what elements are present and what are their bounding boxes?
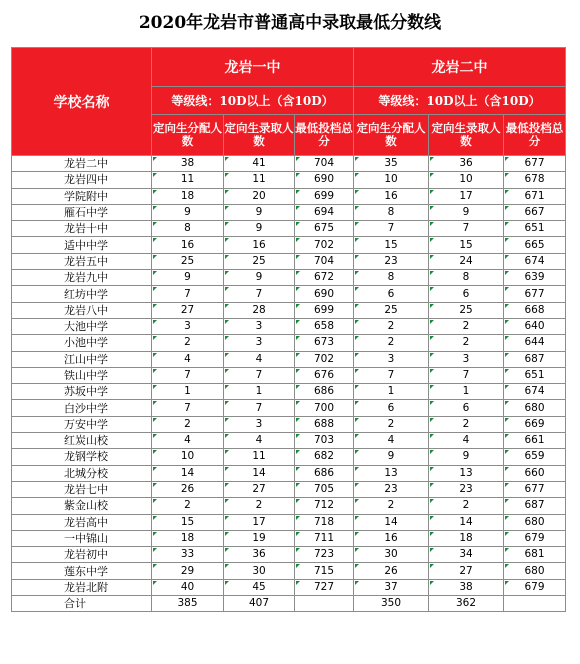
value-cell: 715 — [295, 563, 354, 579]
school-name-cell: 红炭山校 — [12, 433, 152, 449]
value-cell: 667 — [504, 204, 566, 220]
table-row — [12, 172, 566, 188]
value-cell: 704 — [295, 253, 354, 269]
value-cell: 362 — [429, 596, 504, 612]
value-cell: 10 — [152, 449, 224, 465]
value-cell: 9 — [152, 204, 224, 220]
value-cell: 690 — [295, 172, 354, 188]
value-cell: 2 — [152, 335, 224, 351]
school-name-cell: 铁山中学 — [12, 367, 152, 383]
table-row — [12, 253, 566, 269]
value-cell: 686 — [295, 384, 354, 400]
value-cell: 702 — [295, 237, 354, 253]
value-cell: 688 — [295, 416, 354, 432]
value-cell: 30 — [354, 547, 429, 563]
value-cell: 7 — [429, 367, 504, 383]
value-cell: 23 — [429, 481, 504, 497]
table-row — [12, 384, 566, 400]
value-cell: 671 — [504, 188, 566, 204]
value-cell: 18 — [152, 530, 224, 546]
table-row — [12, 237, 566, 253]
value-cell: 18 — [152, 188, 224, 204]
value-cell: 2 — [224, 498, 295, 514]
value-cell: 2 — [152, 498, 224, 514]
school-name-cell: 小池中学 — [12, 335, 152, 351]
table-row — [12, 579, 566, 595]
value-cell: 29 — [152, 563, 224, 579]
value-cell: 639 — [504, 270, 566, 286]
value-cell: 17 — [224, 514, 295, 530]
value-cell: 16 — [152, 237, 224, 253]
school-name-cell: 苏坂中学 — [12, 384, 152, 400]
table-row — [12, 481, 566, 497]
value-cell: 727 — [295, 579, 354, 595]
total-row — [12, 596, 566, 612]
table-row — [12, 433, 566, 449]
value-cell: 694 — [295, 204, 354, 220]
value-cell: 4 — [224, 351, 295, 367]
value-cell: 15 — [354, 237, 429, 253]
value-cell: 16 — [224, 237, 295, 253]
school-name-cell: 龙岩二中 — [12, 156, 152, 172]
table-row — [12, 270, 566, 286]
table-row — [12, 286, 566, 302]
school-name-cell: 龙岩北附 — [12, 579, 152, 595]
value-cell: 2 — [354, 318, 429, 334]
value-cell: 674 — [504, 253, 566, 269]
value-cell: 7 — [429, 221, 504, 237]
column-header: 定向生分配人数 — [354, 115, 429, 156]
value-cell: 2 — [152, 416, 224, 432]
value-cell: 2 — [429, 498, 504, 514]
value-cell: 680 — [504, 400, 566, 416]
school-name-cell: 红坊中学 — [12, 286, 152, 302]
column-header: 定向生录取人数 — [224, 115, 295, 156]
value-cell: 9 — [224, 204, 295, 220]
table-row — [12, 547, 566, 563]
school-name-cell: 万安中学 — [12, 416, 152, 432]
value-cell: 644 — [504, 335, 566, 351]
value-cell: 6 — [354, 400, 429, 416]
value-cell: 680 — [504, 514, 566, 530]
value-cell: 687 — [504, 351, 566, 367]
value-cell: 2 — [354, 335, 429, 351]
value-cell: 19 — [224, 530, 295, 546]
school-name-cell: 学院附中 — [12, 188, 152, 204]
value-cell: 658 — [295, 318, 354, 334]
value-cell: 669 — [504, 416, 566, 432]
group-header-longyan-2: 龙岩二中 — [354, 48, 566, 87]
school-name-cell: 大池中学 — [12, 318, 152, 334]
value-cell: 4 — [152, 351, 224, 367]
table-row — [12, 302, 566, 318]
value-cell: 14 — [224, 465, 295, 481]
table-row — [12, 318, 566, 334]
value-cell: 28 — [224, 302, 295, 318]
school-name-cell: 莲东中学 — [12, 563, 152, 579]
table-row — [12, 465, 566, 481]
value-cell: 651 — [504, 221, 566, 237]
value-cell: 2 — [354, 498, 429, 514]
value-cell: 704 — [295, 156, 354, 172]
table-header — [12, 48, 566, 156]
value-cell: 699 — [295, 188, 354, 204]
value-cell: 7 — [354, 221, 429, 237]
table-row — [12, 351, 566, 367]
value-cell: 6 — [354, 286, 429, 302]
table-row — [12, 530, 566, 546]
value-cell: 1 — [429, 384, 504, 400]
school-name-cell: 一中锦山 — [12, 530, 152, 546]
value-cell: 9 — [152, 270, 224, 286]
value-cell: 677 — [504, 286, 566, 302]
school-name-cell: 龙岩七中 — [12, 481, 152, 497]
value-cell: 678 — [504, 172, 566, 188]
value-cell: 11 — [152, 172, 224, 188]
table-row — [12, 367, 566, 383]
value-cell: 25 — [354, 302, 429, 318]
school-name-cell: 龙岩四中 — [12, 172, 152, 188]
value-cell: 26 — [354, 563, 429, 579]
value-cell: 407 — [224, 596, 295, 612]
table-row — [12, 449, 566, 465]
value-cell: 23 — [354, 481, 429, 497]
value-cell: 38 — [152, 156, 224, 172]
table-body — [12, 156, 566, 612]
value-cell: 680 — [504, 563, 566, 579]
value-cell: 36 — [429, 156, 504, 172]
value-cell: 14 — [152, 465, 224, 481]
value-cell: 3 — [354, 351, 429, 367]
table-row — [12, 400, 566, 416]
table-row — [12, 335, 566, 351]
value-cell: 690 — [295, 286, 354, 302]
value-cell: 20 — [224, 188, 295, 204]
value-cell: 23 — [354, 253, 429, 269]
value-cell: 9 — [224, 270, 295, 286]
value-cell: 9 — [224, 221, 295, 237]
value-cell: 8 — [429, 270, 504, 286]
value-cell: 681 — [504, 547, 566, 563]
school-name-cell: 龙岩初中 — [12, 547, 152, 563]
value-cell: 8 — [152, 221, 224, 237]
value-cell: 17 — [429, 188, 504, 204]
table-row — [12, 498, 566, 514]
value-cell: 711 — [295, 530, 354, 546]
grade-line-2: 等级线：10D以上（含10D） — [354, 87, 566, 115]
value-cell: 712 — [295, 498, 354, 514]
school-name-cell: 北城分校 — [12, 465, 152, 481]
column-header: 定向生分配人数 — [152, 115, 224, 156]
value-cell: 679 — [504, 579, 566, 595]
value-cell: 703 — [295, 433, 354, 449]
value-cell: 1 — [224, 384, 295, 400]
value-cell: 640 — [504, 318, 566, 334]
value-cell — [295, 596, 354, 612]
school-name-cell: 白沙中学 — [12, 400, 152, 416]
table-row — [12, 188, 566, 204]
column-header: 最低投档总分 — [295, 115, 354, 156]
value-cell: 4 — [224, 433, 295, 449]
school-column-header: 学校名称 — [12, 48, 152, 156]
value-cell — [504, 596, 566, 612]
value-cell: 4 — [354, 433, 429, 449]
value-cell: 37 — [354, 579, 429, 595]
value-cell: 3 — [224, 335, 295, 351]
value-cell: 16 — [354, 530, 429, 546]
grade-line-1: 等级线：10D以上（含10D） — [152, 87, 354, 115]
value-cell: 700 — [295, 400, 354, 416]
value-cell: 25 — [429, 302, 504, 318]
value-cell: 45 — [224, 579, 295, 595]
value-cell: 682 — [295, 449, 354, 465]
value-cell: 3 — [429, 351, 504, 367]
value-cell: 10 — [354, 172, 429, 188]
value-cell: 11 — [224, 449, 295, 465]
table-row — [12, 156, 566, 172]
table-row — [12, 416, 566, 432]
value-cell: 6 — [429, 286, 504, 302]
school-name-cell: 适中中学 — [12, 237, 152, 253]
admission-table — [11, 47, 566, 612]
value-cell: 25 — [152, 253, 224, 269]
value-cell: 660 — [504, 465, 566, 481]
school-name-cell: 龙岩五中 — [12, 253, 152, 269]
value-cell: 33 — [152, 547, 224, 563]
value-cell: 16 — [354, 188, 429, 204]
value-cell: 350 — [354, 596, 429, 612]
value-cell: 385 — [152, 596, 224, 612]
school-name-cell: 龙岩高中 — [12, 514, 152, 530]
value-cell: 702 — [295, 351, 354, 367]
value-cell: 699 — [295, 302, 354, 318]
value-cell: 1 — [354, 384, 429, 400]
total-label: 合计 — [12, 596, 152, 612]
value-cell: 34 — [429, 547, 504, 563]
value-cell: 665 — [504, 237, 566, 253]
value-cell: 7 — [224, 400, 295, 416]
table-row — [12, 563, 566, 579]
school-name-cell: 龙岩八中 — [12, 302, 152, 318]
value-cell: 24 — [429, 253, 504, 269]
value-cell: 677 — [504, 481, 566, 497]
value-cell: 9 — [429, 204, 504, 220]
school-name-cell: 江山中学 — [12, 351, 152, 367]
school-name-cell: 紫金山校 — [12, 498, 152, 514]
value-cell: 27 — [152, 302, 224, 318]
value-cell: 36 — [224, 547, 295, 563]
value-cell: 2 — [429, 335, 504, 351]
value-cell: 10 — [429, 172, 504, 188]
value-cell: 8 — [354, 204, 429, 220]
value-cell: 1 — [152, 384, 224, 400]
value-cell: 30 — [224, 563, 295, 579]
value-cell: 26 — [152, 481, 224, 497]
value-cell: 15 — [429, 237, 504, 253]
group-header-longyan-1: 龙岩一中 — [152, 48, 354, 87]
value-cell: 4 — [429, 433, 504, 449]
value-cell: 25 — [224, 253, 295, 269]
value-cell: 2 — [429, 318, 504, 334]
value-cell: 679 — [504, 530, 566, 546]
value-cell: 27 — [224, 481, 295, 497]
value-cell: 7 — [152, 400, 224, 416]
value-cell: 659 — [504, 449, 566, 465]
value-cell: 7 — [224, 286, 295, 302]
value-cell: 676 — [295, 367, 354, 383]
value-cell: 3 — [224, 416, 295, 432]
table-row — [12, 221, 566, 237]
value-cell: 2 — [429, 416, 504, 432]
value-cell: 11 — [224, 172, 295, 188]
value-cell: 7 — [152, 286, 224, 302]
column-header: 定向生录取人数 — [429, 115, 504, 156]
value-cell: 13 — [429, 465, 504, 481]
value-cell: 705 — [295, 481, 354, 497]
value-cell: 674 — [504, 384, 566, 400]
value-cell: 7 — [224, 367, 295, 383]
value-cell: 6 — [429, 400, 504, 416]
school-name-cell: 龙钢学校 — [12, 449, 152, 465]
school-name-cell: 雁石中学 — [12, 204, 152, 220]
value-cell: 8 — [354, 270, 429, 286]
value-cell: 4 — [152, 433, 224, 449]
value-cell: 673 — [295, 335, 354, 351]
value-cell: 3 — [224, 318, 295, 334]
value-cell: 723 — [295, 547, 354, 563]
value-cell: 672 — [295, 270, 354, 286]
value-cell: 677 — [504, 156, 566, 172]
value-cell: 15 — [152, 514, 224, 530]
value-cell: 2 — [354, 416, 429, 432]
value-cell: 7 — [354, 367, 429, 383]
value-cell: 9 — [354, 449, 429, 465]
value-cell: 14 — [354, 514, 429, 530]
value-cell: 687 — [504, 498, 566, 514]
value-cell: 668 — [504, 302, 566, 318]
value-cell: 41 — [224, 156, 295, 172]
page-title: 2020年龙岩市普通高中录取最低分数线 — [138, 13, 442, 33]
value-cell: 9 — [429, 449, 504, 465]
column-header: 最低投档总分 — [504, 115, 566, 156]
value-cell: 13 — [354, 465, 429, 481]
value-cell: 7 — [152, 367, 224, 383]
value-cell: 3 — [152, 318, 224, 334]
value-cell: 18 — [429, 530, 504, 546]
school-name-cell: 龙岩九中 — [12, 270, 152, 286]
value-cell: 686 — [295, 465, 354, 481]
value-cell: 675 — [295, 221, 354, 237]
value-cell: 40 — [152, 579, 224, 595]
value-cell: 38 — [429, 579, 504, 595]
value-cell: 14 — [429, 514, 504, 530]
value-cell: 35 — [354, 156, 429, 172]
value-cell: 27 — [429, 563, 504, 579]
value-cell: 661 — [504, 433, 566, 449]
school-name-cell: 龙岩十中 — [12, 221, 152, 237]
value-cell: 651 — [504, 367, 566, 383]
value-cell: 718 — [295, 514, 354, 530]
table-row — [12, 514, 566, 530]
table-row — [12, 204, 566, 220]
